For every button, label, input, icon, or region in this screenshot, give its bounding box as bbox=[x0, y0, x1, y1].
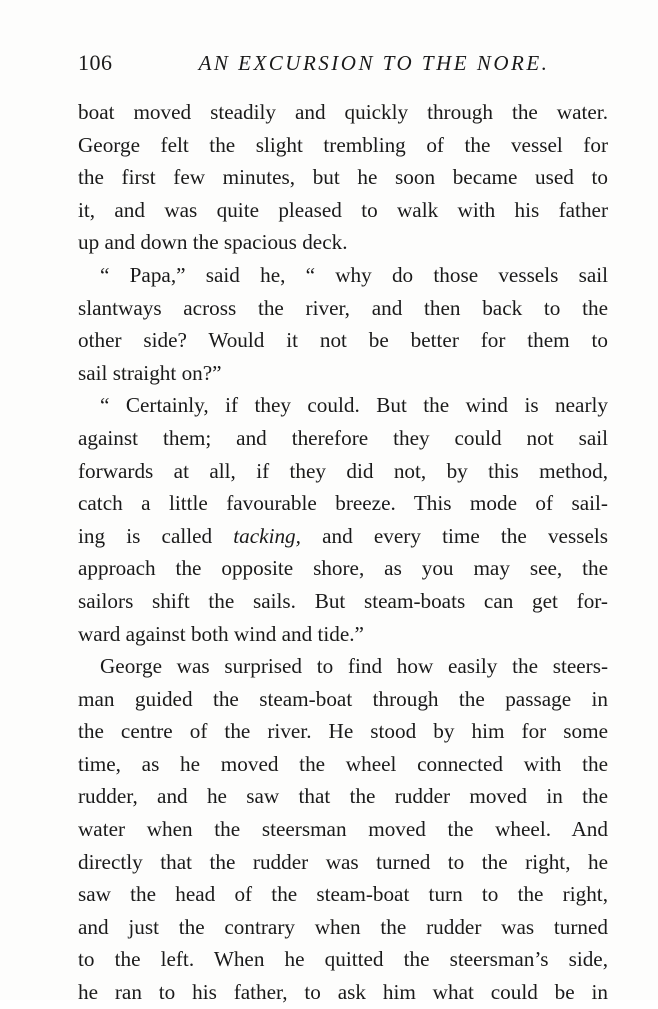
italic-term: tacking, bbox=[233, 523, 301, 548]
text-line: forwards at all, if they did not, by this method, bbox=[78, 458, 608, 483]
text-line: rudder, and he saw that the rudder moved in the bbox=[78, 784, 608, 809]
running-title: AN EXCURSION TO THE NORE. bbox=[198, 51, 550, 75]
text-segment: and every time the vessels bbox=[300, 523, 608, 548]
text-line: approach the opposite shore, as you may see, the bbox=[78, 556, 608, 581]
text-line: man guided the steam-boat through the passage in bbox=[78, 686, 608, 711]
text-line: saw the head of the steam-boat turn to the right, bbox=[78, 882, 608, 907]
text-line: George felt the slight trembling of the vessel for bbox=[78, 132, 608, 157]
text-line: he ran to his father, to ask him what could be in bbox=[78, 980, 608, 1005]
body-text bbox=[78, 96, 608, 1009]
text-line: directly that the rudder was turned to the right, he bbox=[78, 849, 608, 874]
text-line: George was surprised to find how easily the steers- bbox=[100, 654, 608, 679]
text-line: “ Papa,” said he, “ why do those vessels sail bbox=[100, 262, 608, 287]
text-line: to the left. When he quitted the steersman’s side, bbox=[78, 947, 608, 972]
text-line: other side? Would it not be better for them to bbox=[78, 328, 608, 353]
text-line: water when the steersman moved the wheel. And bbox=[78, 817, 608, 842]
text-line: against them; and therefore they could not sail bbox=[78, 425, 608, 450]
text-line: sail straight on?” bbox=[78, 360, 222, 385]
text-line: time, as he moved the wheel connected with the bbox=[78, 751, 608, 776]
text-line-tacking bbox=[78, 520, 608, 553]
text-line: catch a little favourable breeze. This mode of sail- bbox=[78, 491, 608, 516]
text-line: “ Certainly, if they could. But the wind is nearly bbox=[100, 393, 608, 418]
page-number: 106 bbox=[78, 50, 113, 75]
text-line: and just the contrary when the rudder was turned bbox=[78, 914, 608, 939]
text-line: up and down the spacious deck. bbox=[78, 230, 348, 255]
text-line: the centre of the river. He stood by him for some bbox=[78, 719, 608, 744]
text-line: ward against both wind and tide.” bbox=[78, 621, 364, 646]
text-line: boat moved steadily and quickly through the water. bbox=[78, 100, 608, 124]
text-line: the first few minutes, but he soon became used to bbox=[78, 165, 608, 190]
text-segment: ing is called bbox=[78, 523, 234, 548]
text-line: slantways across the river, and then back to the bbox=[78, 295, 608, 320]
running-head bbox=[78, 50, 610, 82]
text-line: sailors shift the sails. But steam-boats can get for- bbox=[78, 588, 608, 613]
text-line: it, and was quite pleased to walk with his father bbox=[78, 197, 608, 222]
